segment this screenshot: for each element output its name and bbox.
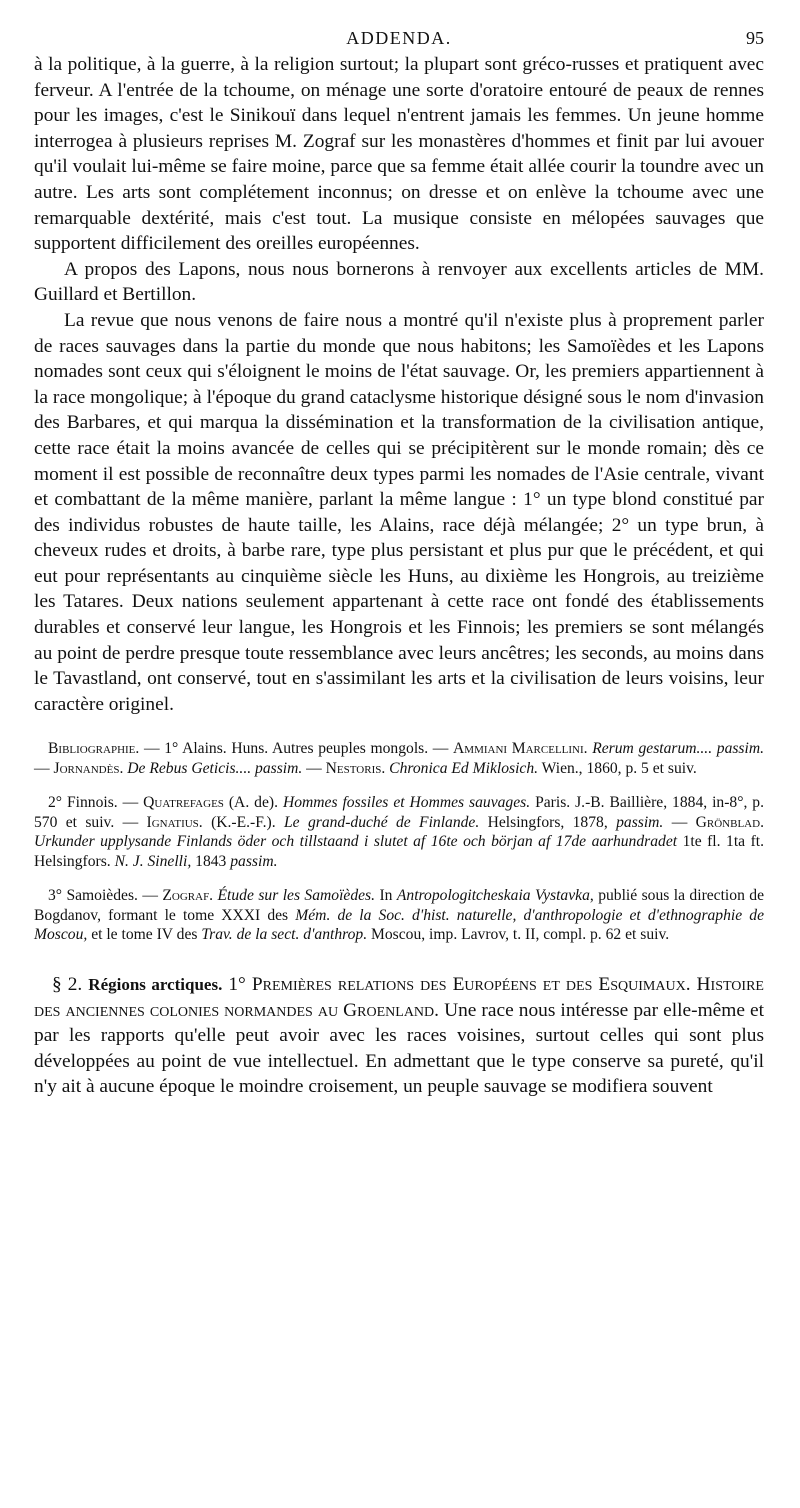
paragraph-3: La revue que nous venons de faire nous a montré qu'il n'existe plus à proprement parler de races sauvages dans la partie du monde que nous habitons; les Samoïèdes et les Lapons nomades sont ceux qui s'éloignent le moins de l'état sauvage. Or, les premiers appartiennent à la race mongolique; à l'époque du grand cataclysme historique désigné sous le nom d'invasion des Barbares, et qui marqua la dissémination et la transformation de la civilisation antique, cette race était la moins avancée de celles qui se précipitèrent sur le monde romain; dès ce moment il est possible de reconnaître deux types parmi les nomades de l'Asie centrale, vivant et combattant de la même manière, parlant la même langue : 1° un type blond constitué par des individus robustes de haute taille, les Alains, race déjà mélangée; 2° un type brun, à cheveux rudes et droits, à barbe rare, type plus persistant et plus pur que le précédent, et qui eut pour représentants au cinquième siècle les Huns, au dixième les Hongrois, au treizième les Tatares. Deux nations seulement appartenant à cette race ont fondé des établissements durables et conservé leur langue, les Hongrois et les Finnois; les premiers se sont mélangés au point de perdre presque toute ressemblance avec leurs ancêtres; les seconds, au moins dans le Tavastland, ont conservé, tout en s'assimilant les arts et la civilisation de leurs voisins, leur caractère originel. [34,309,764,715]
bib-text: Moscou, imp. Lavrov, t. II, compl. p. 62 et suiv. [371,926,670,944]
bib-text: 1te fl. 1ta ft. Helsingfors. [34,833,764,870]
bib-author: Quatrefages [143,794,224,812]
bib-author: Nestoris. [325,759,386,777]
bib-work-title: Urkunder upplysande Finlands öder och tillstaand i slutet af 16te och början af 17de aarhundradet [34,833,678,851]
bib-text: — [671,813,688,831]
book-page [34,28,764,1100]
bib-text: In [379,887,393,905]
bib-work-title: N. J. Sinelli, [114,852,192,870]
section-paragraph [34,972,764,1100]
running-header [34,28,764,52]
section-subtitle: 1° Premières relations des Européens et des Esquimaux. Histoire des anciennes colonies normandes au Groenland. [34,973,764,1021]
bib-work-title: passim. [230,852,278,870]
section-2 [34,972,764,1100]
running-title: ADDENDA. [346,28,452,48]
bib-text: (A. de). [228,794,278,812]
bib-work-title: Hommes fossiles et Hommes sauvages. [282,794,531,812]
section-number: § 2. [52,973,83,995]
bib-work-title: Trav. de la sect. d'anthrop. [201,926,368,944]
bib-text: et le tome IV des [91,926,198,944]
bibliography [34,739,764,945]
section-text: Une race nous intéresse par elle-même et par les rapports qu'elle peut avoir avec les races voisines, surtout celles qui sont plus développées au point de vue intellectuel. En admettant que le type conserve sa pureté, qu'il n'y ait à aucune époque le moindre croisement, un peuple sauvage se modifiera souvent [34,999,764,1098]
bib-text: 1843 [195,852,227,870]
bib-author: Jornandès. [53,759,124,777]
bibliography-entry-3 [34,886,764,945]
bib-work-title: Le grand-duché de Finlande. [284,813,480,831]
bib-author: Ignatius. [146,813,203,831]
bib-work-title: Étude sur les Samoïèdes. [217,887,376,905]
main-text [34,52,764,717]
bib-work-title: passim. [616,813,664,831]
bib-text: , publié sous la direction de Bogdanov, formant le tome XXXI des [34,887,765,924]
bib-text: (K.-E.-F.). [211,813,276,831]
bib-work-title: Antropologitcheskaia Vystavka [396,887,590,905]
bib-work-title: Chronica Ed Miklosich. [389,759,539,777]
page-number: 95 [746,28,764,48]
bib-text: 3° Samoièdes. — [48,887,158,905]
paragraph-2: A propos des Lapons, nous nous bornerons à renvoyer aux excellents articles de MM. Guillard et Bertillon. [34,258,764,306]
bib-work-title: De Rebus Geticis.... passim. [127,759,303,777]
bib-work-title: Mém. de la Soc. d'hist. naturelle, d'anthropologie et d'ethnographie de Moscou, [34,906,764,944]
bib-text: — [306,759,322,777]
bib-author: Ammiani Marcellini. [453,740,588,758]
bib-work-title: Rerum gestarum.... passim. [592,740,764,758]
bib-text: — [34,759,50,777]
bib-author: Grönblad. [695,813,764,831]
bib-text: Paris. J.-B. Baillière, 1884, in-8°, p. 570 et suiv. — [34,794,764,831]
bibliography-entry-1 [34,739,764,778]
bibliography-entry-2 [34,793,764,871]
bibliography-label: Bibliographie. [48,740,140,758]
bib-text: Helsingfors, 1878, [487,813,608,831]
bib-author: Zograf. [162,887,214,905]
bib-text: — 1° Alains. Huns. Autres peuples mongols. — [143,740,449,758]
section-title: Régions arctiques. [88,974,223,994]
paragraph-1: à la politique, à la guerre, à la religion surtout; la plupart sont gréco-russes et pratiquent avec ferveur. A l'entrée de la tchoume, on ménage une sorte d'oratoire entouré de peaux de rennes pour les images, c'est le Sinikouï dans lequel n'entrent jamais les femmes. Un jeune homme interrogea à plusieurs reprises M. Zograf sur les monastères d'hommes et finit par lui avouer qu'il voulait lui-même se faire moine, parce que sa femme était allée courir la toundre avec un autre. Les arts sont complétement inconnus; on dresse et on enlève la tchoume avec une remarquable dextérité, mais c'est tout. La musique consiste en mélopées sauvages que supportent difficilement des oreilles européennes. [34,54,764,255]
bib-text: 2° Finnois. — [48,794,139,812]
bib-text: Wien., 1860, p. 5 et suiv. [541,759,697,777]
